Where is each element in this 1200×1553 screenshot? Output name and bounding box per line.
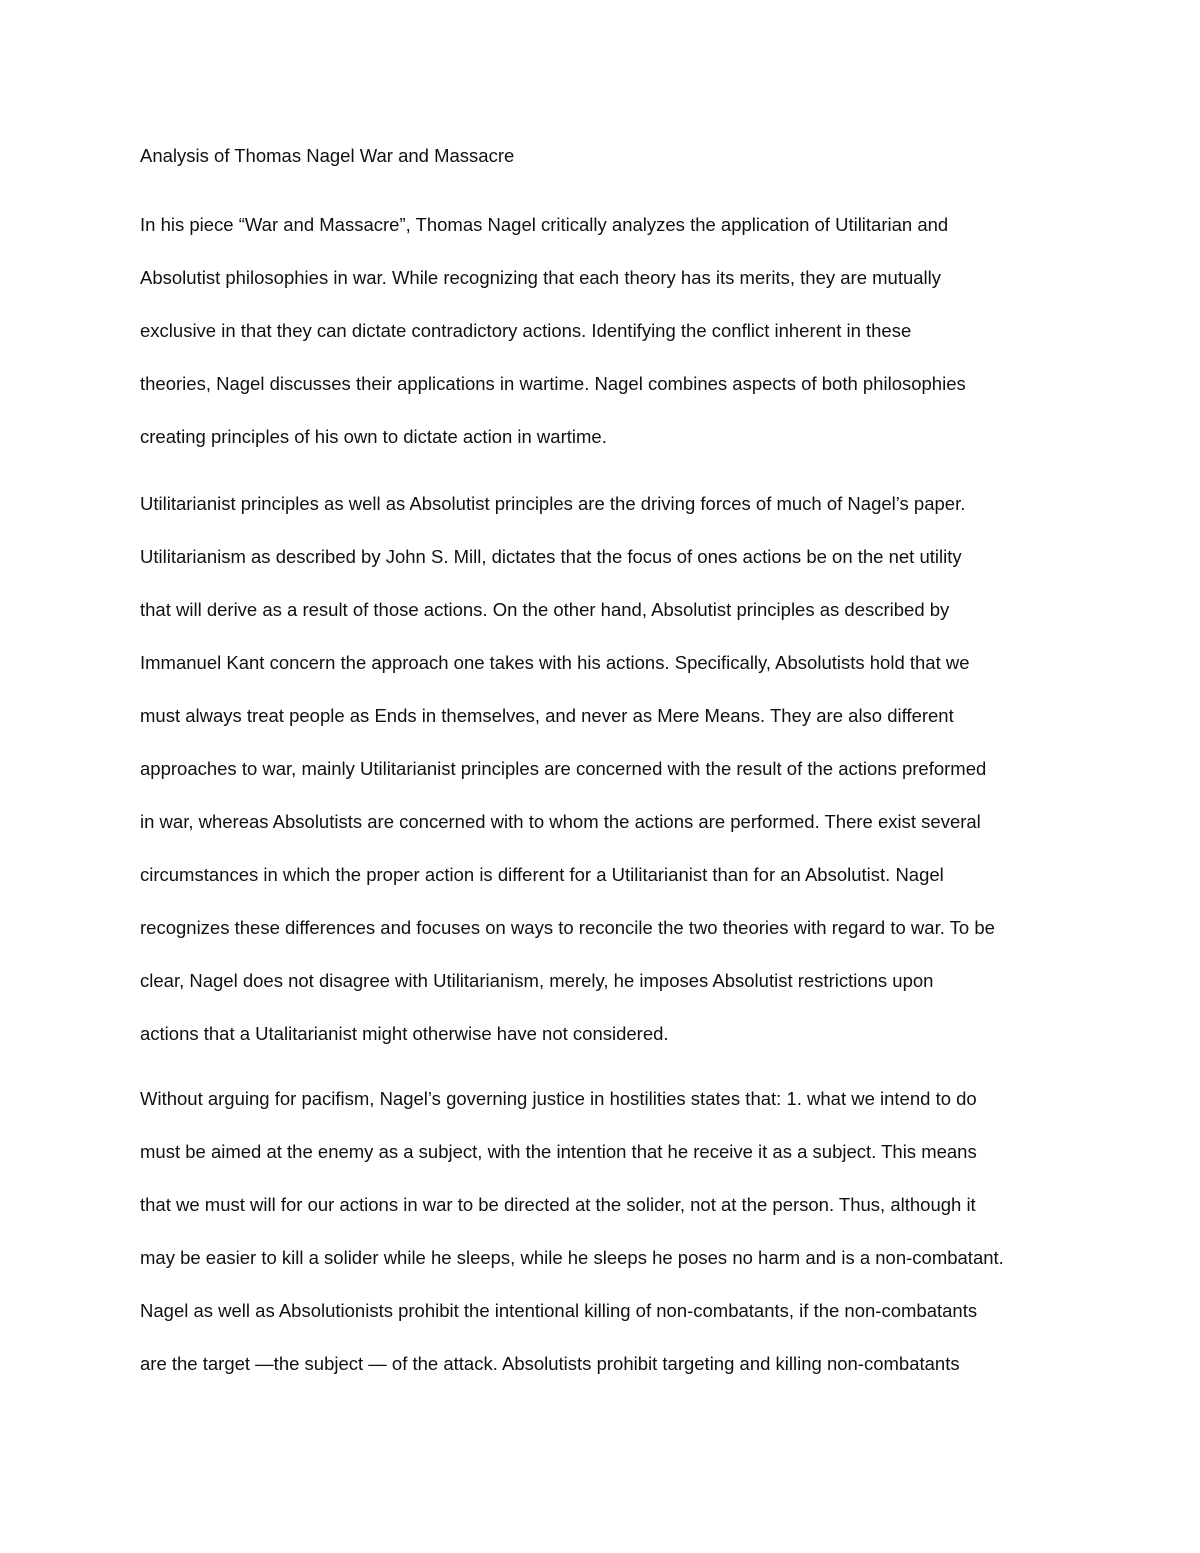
text-line: that will derive as a result of those actions. On the other hand, Absolutist principles as described by <box>140 599 950 620</box>
text-line: recognizes these differences and focuses on ways to reconcile the two theories with regard to war. To be <box>140 917 995 938</box>
text-line: circumstances in which the proper action is different for a Utilitarianist than for an Absolutist. Nagel <box>140 864 944 885</box>
text-line: approaches to war, mainly Utilitarianist principles are concerned with the result of the actions preformed <box>140 758 987 779</box>
text-line: may be easier to kill a solider while he sleeps, while he sleeps he poses no harm and is a non-combatant. <box>140 1247 1004 1268</box>
text-line: Utilitarianist principles as well as Absolutist principles are the driving forces of much of Nagel’s paper. <box>140 493 966 514</box>
text-line: In his piece “War and Massacre”, Thomas Nagel critically analyzes the application of Utilitarian and <box>140 214 949 235</box>
document-title: Analysis of Thomas Nagel War and Massacre <box>140 145 515 166</box>
paragraph-introduction <box>140 198 1080 463</box>
paragraph-principles <box>140 477 1080 1060</box>
text-line: Nagel as well as Absolutionists prohibit the intentional killing of non-combatants, if the non-combatants <box>140 1300 978 1321</box>
text-line: theories, Nagel discusses their applications in wartime. Nagel combines aspects of both philosophies <box>140 373 966 394</box>
text-line: clear, Nagel does not disagree with Utilitarianism, merely, he imposes Absolutist restrictions upon <box>140 970 934 991</box>
text-line: must always treat people as Ends in themselves, and never as Mere Means. They are also different <box>140 705 954 726</box>
text-line: exclusive in that they can dictate contradictory actions. Identifying the conflict inherent in these <box>140 320 912 341</box>
text-line: Without arguing for pacifism, Nagel’s governing justice in hostilities states that: 1. what we intend to do <box>140 1088 977 1109</box>
paragraph-justice-in-hostilities <box>140 1072 1080 1390</box>
text-line: are the target —the subject — of the attack. Absolutists prohibit targeting and killing non-combatants <box>140 1353 960 1374</box>
text-line: that we must will for our actions in war to be directed at the solider, not at the person. Thus, although it <box>140 1194 976 1215</box>
text-line: actions that a Utalitarianist might otherwise have not considered. <box>140 1023 669 1044</box>
text-line: creating principles of his own to dictate action in wartime. <box>140 426 607 447</box>
text-line: in war, whereas Absolutists are concerned with to whom the actions are performed. There exist several <box>140 811 981 832</box>
text-line: Utilitarianism as described by John S. Mill, dictates that the focus of ones actions be on the net utility <box>140 546 962 567</box>
text-line: Absolutist philosophies in war. While recognizing that each theory has its merits, they are mutually <box>140 267 942 288</box>
text-line: must be aimed at the enemy as a subject, with the intention that he receive it as a subject. This means <box>140 1141 977 1162</box>
text-line: Immanuel Kant concern the approach one takes with his actions. Specifically, Absolutists hold that we <box>140 652 970 673</box>
